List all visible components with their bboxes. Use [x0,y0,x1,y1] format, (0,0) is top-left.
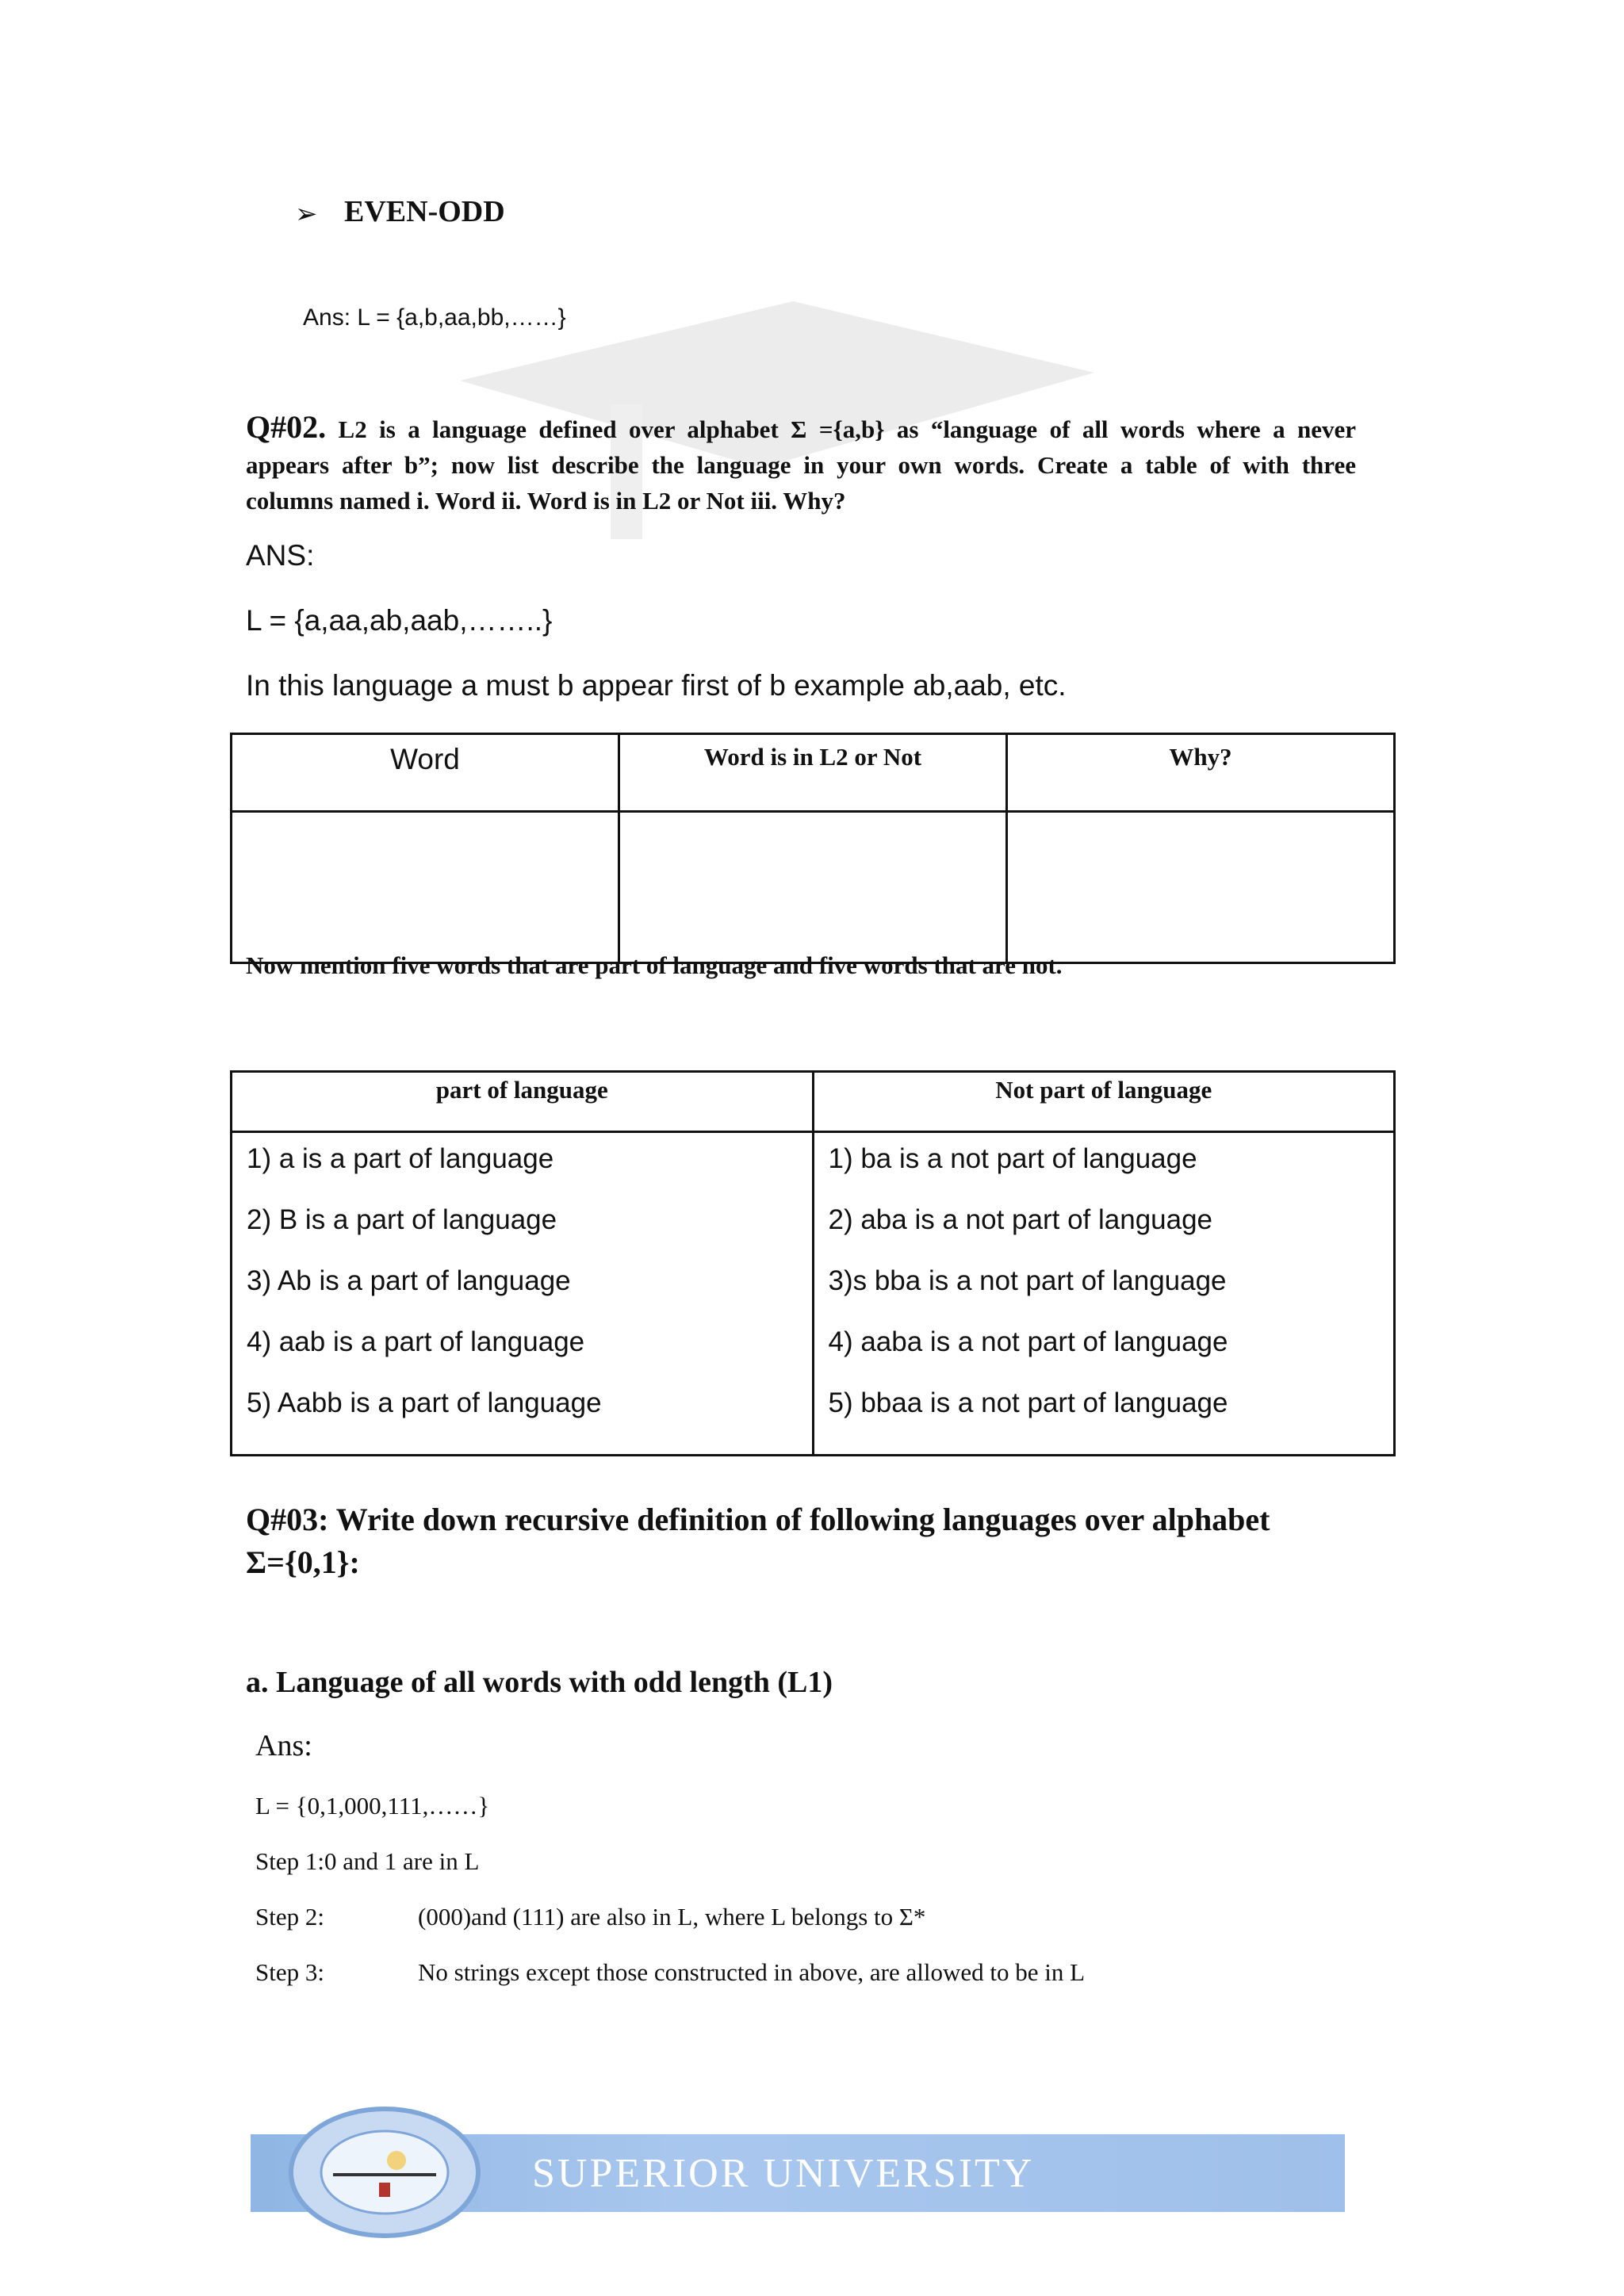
word-table [230,733,1396,964]
step-3-text: No strings except those constructed in above, are allowed to be in L [418,1958,1086,1986]
header-word: Word [232,734,619,812]
section-heading: EVEN-ODD [344,195,505,228]
answer-description: In this language a must b appear first of b example ab,aab, etc. [246,669,1067,702]
list-item: 4) aaba is a not part of language [828,1326,1228,1357]
answer-label-3: Ans: [255,1729,312,1762]
list-item: 1) a is a part of language [247,1143,554,1174]
question-2-line-2: appears after b”; now list describe the language in your own words. Create a table of with three [246,451,1356,479]
arrow-bullet-icon: ➢ [295,200,318,229]
list-item: 2) aba is a not part of language [828,1204,1213,1235]
question-3-line-2: Σ={0,1}: [246,1544,360,1580]
table-cell [619,812,1007,963]
list-item: 3)s bba is a not part of language [828,1265,1227,1296]
list-item: 5) bbaa is a not part of language [828,1387,1228,1418]
mention-line: Now mention five words that are part of language and five words that are not. [246,951,1063,979]
university-seal-logo [285,2105,484,2240]
header-not-part-of-language: Not part of language [813,1072,1395,1132]
table-cell [1007,812,1395,963]
answer-label: ANS: [246,539,315,572]
language-words-table [230,1070,1396,1456]
question-3-line-1: Q#03: Write down recursive definition of following languages over alphabet [246,1502,1270,1537]
question-2-line-1: Q#02. L2 is a language defined over alphabet Σ ={a,b} as “language of all words where a never [246,409,1357,445]
odd-length-set: L = {0,1,000,111,……} [255,1792,490,1820]
question-2 [246,409,1356,519]
answer-set: L = {a,aa,ab,aab,……..} [246,604,553,637]
question-3 [246,1498,1270,1584]
university-name: SUPERIOR UNIVERSITY [532,2151,1035,2196]
step-1: Step 1:0 and 1 are in L [255,1847,480,1875]
question-2-line-3: columns named i. Word ii. Word is in L2 or Not iii. Why? [246,487,846,515]
word-table-empty-row [232,812,1395,963]
list-item: 4) aab is a part of language [247,1326,585,1357]
header-part-of-language: part of language [232,1072,814,1132]
header-in-l2: Word is in L2 or Not [619,734,1007,812]
part-of-language-column [232,1132,814,1456]
answer-even-odd: Ans: L = {a,b,aa,bb,……} [303,304,566,331]
step-3-label: Step 3: [255,1958,324,1986]
step-2-label: Step 2: [255,1903,324,1931]
header-why: Why? [1007,734,1395,812]
question-2-number: Q#02. [246,409,327,445]
step-2-text: (000)and (111) are also in L, where L belongs to Σ* [418,1903,926,1931]
word-table-header-row [232,734,1395,812]
language-table-header-row [232,1072,1395,1132]
list-item: 5) Aabb is a part of language [247,1387,602,1418]
list-item: 2) B is a part of language [247,1204,557,1235]
language-table-body-row [232,1132,1395,1456]
subquestion-a: a. Language of all words with odd length (L1) [246,1666,833,1699]
table-cell [232,812,619,963]
list-item: 1) ba is a not part of language [828,1143,1197,1174]
list-item: 3) Ab is a part of language [247,1265,571,1296]
not-part-of-language-column [813,1132,1395,1456]
